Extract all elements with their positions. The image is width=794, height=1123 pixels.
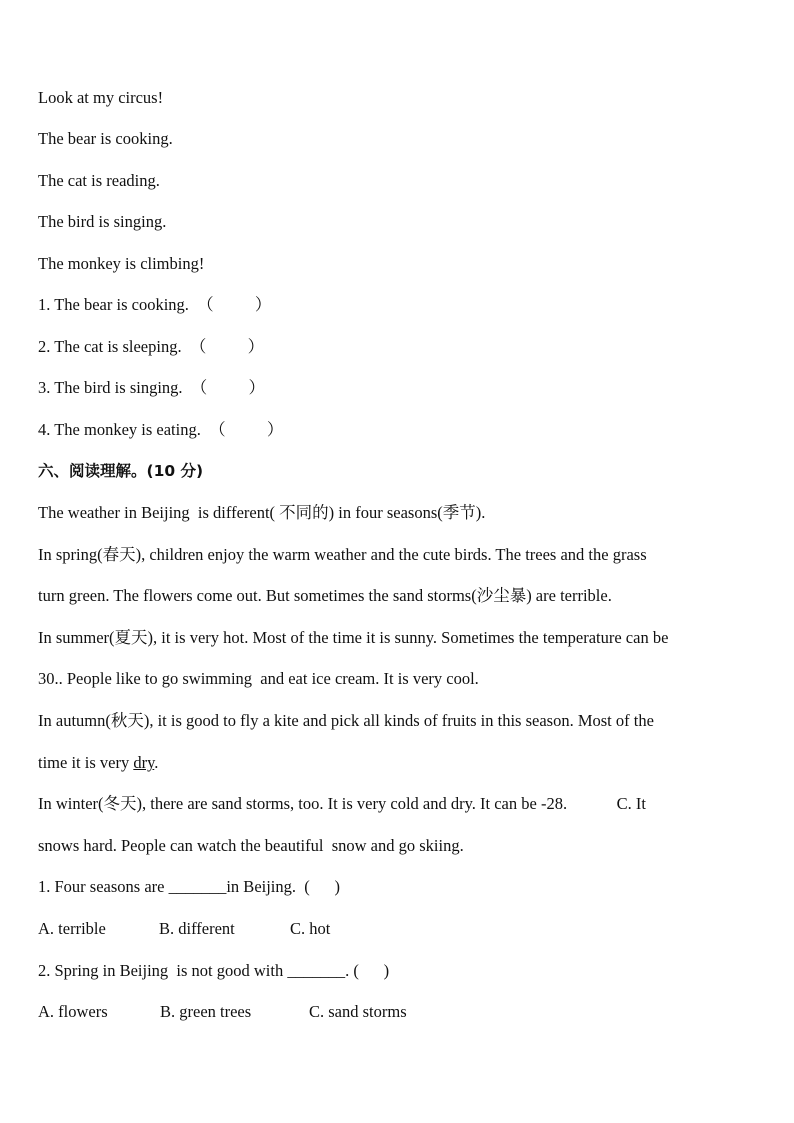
story-line-5: The monkey is climbing! — [38, 254, 205, 273]
judge-item-4: 4. The monkey is eating. （ ） — [38, 420, 284, 439]
story-line-3: The cat is reading. — [38, 171, 160, 190]
passage-p5-line2: snows hard. People can watch the beautiful snow and go skiing. — [38, 836, 464, 855]
story-line-4: The bird is singing. — [38, 212, 167, 231]
passage-p4-line2 — [38, 753, 158, 773]
passage-p3-line1: In summer(夏天), it is very hot. Most of the time it is sunny. Sometimes the temperature can be — [38, 628, 669, 647]
question-2-option-b: B. green trees — [160, 1002, 252, 1021]
question-1-option-c: C. hot — [290, 919, 331, 938]
underlined-word-dry: dry — [133, 753, 155, 772]
section-heading: 六、阅读理解。(10 分) — [38, 462, 204, 480]
question-2-option-a: A. flowers — [38, 1002, 108, 1021]
passage-p4-post: . — [154, 753, 159, 772]
passage-p3-line2: 30.. People like to go swimming and eat ice cream. It is very cool. — [38, 669, 479, 688]
passage-p2-line2: turn green. The flowers come out. But sometimes the sand storms(沙尘暴) are terrible. — [38, 586, 612, 605]
story-line-1: Look at my circus! — [38, 88, 164, 107]
passage-p1: The weather in Beijing is different( 不同的) in four seasons(季节). — [38, 503, 486, 522]
judge-item-2: 2. The cat is sleeping. （ ） — [38, 337, 265, 356]
passage-p4-pre: time it is very — [38, 753, 134, 772]
judge-item-3: 3. The bird is singing. （ ） — [38, 378, 266, 397]
question-2-stem: 2. Spring in Beijing is not good with _______. ( ) — [38, 961, 390, 980]
question-1-option-a: A. terrible — [38, 919, 106, 938]
story-line-2: The bear is cooking. — [38, 129, 173, 148]
question-2-option-c: C. sand storms — [309, 1002, 407, 1021]
passage-p4-line1: In autumn(秋天), it is good to fly a kite and pick all kinds of fruits in this season. Most of the — [38, 711, 654, 730]
question-1-option-b: B. different — [159, 919, 235, 938]
passage-p2-line1: In spring(春天), children enjoy the warm weather and the cute birds. The trees and the grass — [38, 545, 647, 564]
judge-item-1: 1. The bear is cooking. （ ） — [38, 295, 272, 314]
passage-p5-line1: In winter(冬天), there are sand storms, too. It is very cold and dry. It can be -28. C. It — [38, 794, 646, 813]
question-1-stem: 1. Four seasons are _______in Beijing. ( ) — [38, 877, 341, 896]
